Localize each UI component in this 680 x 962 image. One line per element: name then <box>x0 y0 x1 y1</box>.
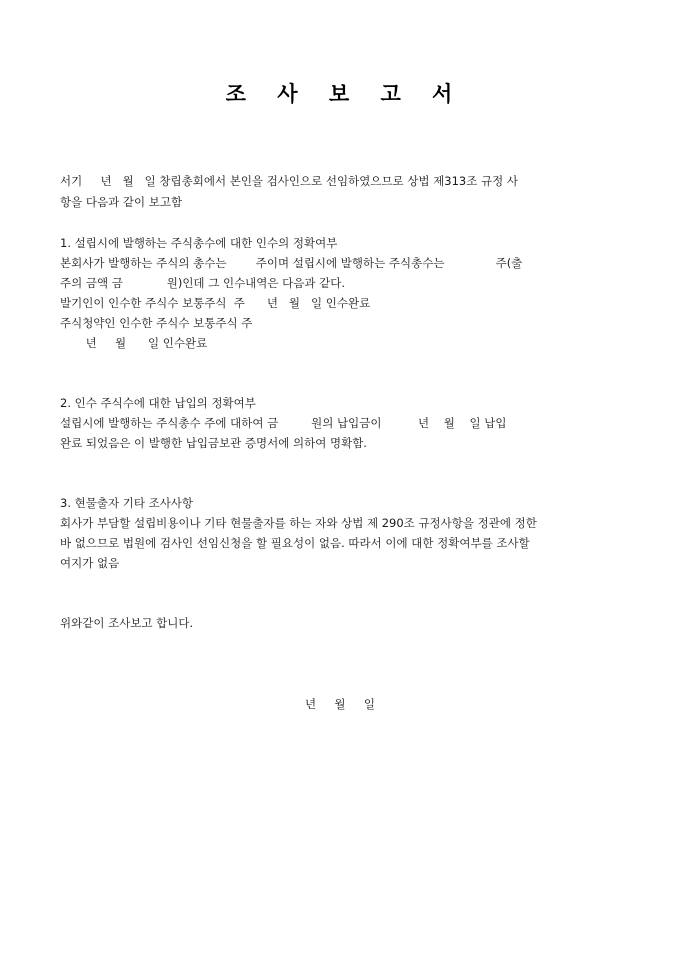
section1-line-3: 발기인이 인수한 주식수 보통주식 주 년 월 일 인수완료 <box>60 296 371 310</box>
intro-line-1: 서기 년 월 일 창립총회에서 본인을 검사인으로 선임하였으므로 상법 제313조 규정 사 <box>60 174 518 188</box>
section3-heading: 3. 현물출자 기타 조사사항 <box>60 496 194 510</box>
section1-line-2: 주의 금액 금 원)인데 그 인수내역은 다음과 같다. <box>60 276 346 290</box>
intro-line-2: 항을 다음과 같이 보고함 <box>60 195 183 209</box>
section2-line-2: 완료 되었음은 이 발행한 납입금보관 증명서에 의하여 명확함. <box>60 436 367 450</box>
section3-line-3: 여지가 없음 <box>60 556 120 570</box>
section1-line-4: 주식청약인 인수한 주식수 보통주식 주 <box>60 316 253 330</box>
document-title: 조 사 보 고 서 <box>225 81 455 106</box>
section2-line-1: 설립시에 발행하는 주식총수 주에 대하여 금 원의 납입금이 년 월 일 납입 <box>60 416 507 430</box>
report-date: 년 월 일 <box>305 697 375 711</box>
section2-heading: 2. 인수 주식수에 대한 납입의 정확여부 <box>60 396 256 410</box>
section1-line-5: 년 월 일 인수완료 <box>60 336 208 350</box>
section1-heading: 1. 설립시에 발행하는 주식총수에 대한 인수의 정확여부 <box>60 236 338 250</box>
section3-line-2: 바 없으므로 법원에 검사인 선임신청을 할 필요성이 없음. 따라서 이에 대한 정확여부를 조사할 <box>60 536 530 550</box>
section1-line-1: 본회사가 발행하는 주식의 총수는 주이며 설립시에 발행하는 주식총수는 주(출 <box>60 256 523 270</box>
section3-line-1: 회사가 부담할 설립비용이나 기타 현물출자를 하는 자와 상법 제 290조 규정사항을 정관에 정한 <box>60 516 537 530</box>
closing-statement: 위와같이 조사보고 합니다. <box>60 616 194 630</box>
